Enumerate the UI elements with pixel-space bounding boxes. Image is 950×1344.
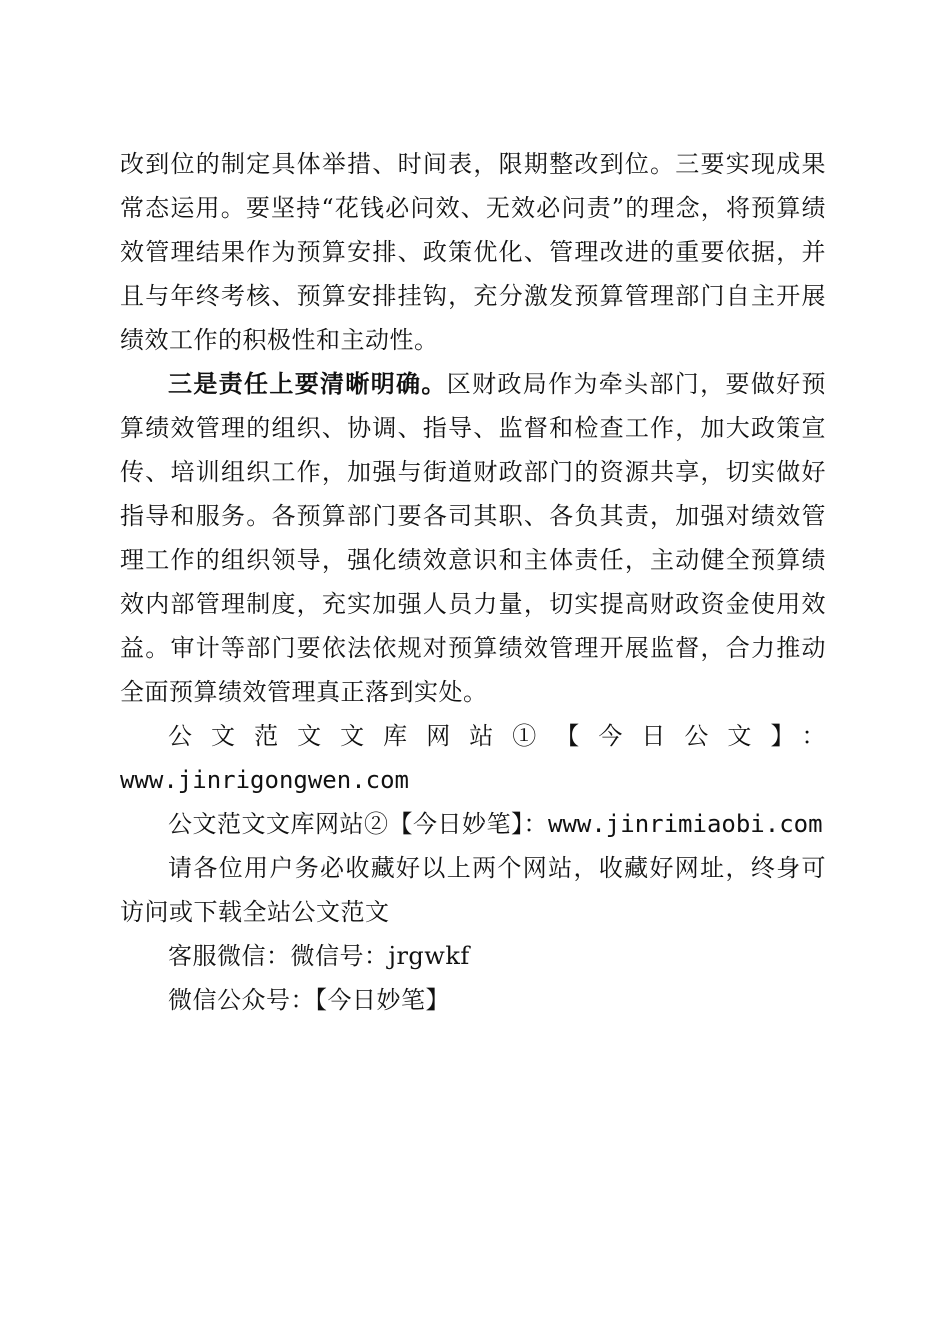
site1-label: 公文范文文库网站①【今日公文】： <box>168 722 826 750</box>
site1-line <box>120 714 826 758</box>
wechat-official-text: 微信公众号：【今日妙笔】 <box>168 986 450 1014</box>
paragraph-text: 改到位的制定具体举措、时间表，限期整改到位。三要实现成果常态运用。要坚持“花钱必问效、无效必问责”的理念，将预算绩效管理结果作为预算安排、政策优化、管理改进的重要依据，并且与年终考核、预算安排挂钩，充分激发预算管理部门自主开展绩效工作的积极性和主动性。 <box>120 150 826 354</box>
site2-line <box>120 802 826 846</box>
paragraph-results-application <box>120 142 826 362</box>
site2-label: 公文范文文库网站②【今日妙笔】： <box>168 810 548 838</box>
wechat-service-line <box>120 934 826 978</box>
site2-url-link[interactable]: www.jinrimiaobi.com <box>548 810 823 838</box>
wechat-official-line <box>120 978 826 1022</box>
wechat-service-text: 客服微信：微信号：jrgwkf <box>168 942 470 970</box>
bookmark-notice <box>120 846 826 934</box>
document-body <box>120 142 826 1022</box>
site1-url-line <box>120 758 826 802</box>
site1-url-link[interactable]: www.jinrigongwen.com <box>120 766 409 794</box>
notice-text: 请各位用户务必收藏好以上两个网站，收藏好网址，终身可访问或下载全站公文范文 <box>120 854 826 926</box>
paragraph-responsibility <box>120 362 826 714</box>
paragraph-heading: 三是责任上要清晰明确。 <box>168 369 447 398</box>
paragraph-text: 区财政局作为牵头部门，要做好预算绩效管理的组织、协调、指导、监督和检查工作，加大政策宣传、培训组织工作，加强与街道财政部门的资源共享，切实做好指导和服务。各预算部门要各司其职、各负其责，加强对绩效管理工作的组织领导，强化绩效意识和主体责任，主动健全预算绩效内部管理制度，充实加强人员力量，切实提高财政资金使用效益。审计等部门要依法依规对预算绩效管理开展监督，合力推动全面预算绩效管理真正落到实处。 <box>120 370 827 706</box>
